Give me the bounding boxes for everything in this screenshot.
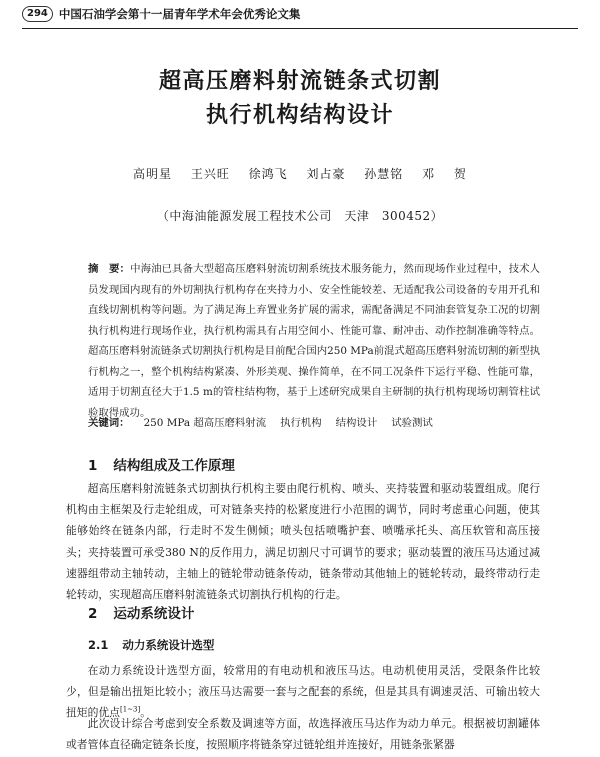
header-rule (22, 28, 578, 29)
section-title: 结构组成及工作原理 (113, 458, 235, 474)
keyword: 试验测试 (391, 417, 433, 429)
author-list: 高明星 王兴旺 徐鸿飞 刘占豪 孙慧铭 邓 贺 (133, 167, 467, 181)
keyword: 250 MPa 超高压磨料射流 (143, 417, 267, 429)
keyword: 执行机构 (280, 417, 322, 429)
section-1-paragraph: 超高压磨料射流链条式切割执行机构主要由爬行机构、喷头、夹持装置和驱动装置组成。爬行机构由主框架及行走轮组成，可对链条夹持的松紧度进行小范围的调节，同时考虑重心问题，使其能够始终在链条内部，行走时不发生侧倾；喷头包括喷嘴护套、喷嘴承托头、高压软管和高压接头；夹持装置可承受380 N的反作用力，满足切割尺寸可调节的要求；驱动装置的液压马达通过减速器组带动主轴转动，主轴上的链轮带动链条传动，链条带动其他轴上的链轮转动，最终带动行走轮转动，实现超高压磨料射流链条式切割执行机构的行走。 (66, 482, 540, 602)
abstract (88, 259, 540, 423)
running-header (22, 6, 300, 22)
section-2-heading (88, 602, 194, 622)
section-number: 2 (88, 606, 98, 622)
subsection-2-1-paragraph-2: 此次设计综合考虑到安全系数及调速等方面，故选择液压马达作为动力单元。根据被切割罐体或者管体直径确定链条长度，按照顺序将链条穿过链轮组并连接好，用链条张紧器 (66, 717, 540, 752)
section-number: 1 (88, 458, 98, 474)
section-1-heading (88, 454, 235, 474)
citation-ref: [1~3] (119, 705, 141, 714)
subsection-2-1-heading (88, 637, 214, 653)
paragraph-end: 。 (140, 706, 152, 720)
subsection-title: 动力系统设计选型 (122, 638, 215, 652)
abstract-text: 中海油已具备大型超高压磨料射流切割系统技术服务能力，然而现场作业过程中，技术人员发现国内现有的外切割执行机构存在夹持力小、安全性能较差、无适配我公司设备的专用开孔和直线切割机构等问题。为了满足海上弃置业务扩展的需求，需配备满足不同油套管复杂工况的切割执行机构进行现场作业，执行机构需具有占用空间小、性能可靠、耐冲击、动作控制准确等特点。超高压磨料射流链条式切割执行机构是目前配合国内250 MPa前混式超高压磨料射流切割的新型执行机构之一，整个机构结构紧凑、外形美观、操作简单，在不同工况条件下运行平稳、性能可靠，适用于切割直径大于1.5 m的管柱结构物，基于上述研究成果自主研制的执行机构现场切割管柱试验取得成功。 (88, 263, 541, 419)
page-number: 294 (22, 6, 53, 22)
paragraph-text: 在动力系统设计选型方面，较常用的有电动机和液压马达。电动机使用灵活，受限条件比较少，但是输出扭矩比较小；液压马达需要一套与之配套的系统，但是其具有调速灵活、可输出较大扭矩的优点 (66, 664, 540, 720)
section-title: 运动系统设计 (113, 606, 195, 622)
keyword: 结构设计 (335, 417, 378, 429)
paper-title-line1: 超高压磨料射流链条式切割 (158, 69, 441, 94)
subsection-number: 2.1 (88, 638, 109, 652)
abstract-label: 摘 要： (88, 263, 131, 275)
affiliation: （中海油能源发展工程技术公司 天津 300452） (156, 209, 444, 223)
keywords (88, 414, 433, 429)
collection-title: 中国石油学会第十一届青年学术年会优秀论文集 (58, 7, 301, 21)
paper-title-line2: 执行机构结构设计 (205, 103, 394, 128)
keywords-label: 关键词： (88, 417, 130, 429)
